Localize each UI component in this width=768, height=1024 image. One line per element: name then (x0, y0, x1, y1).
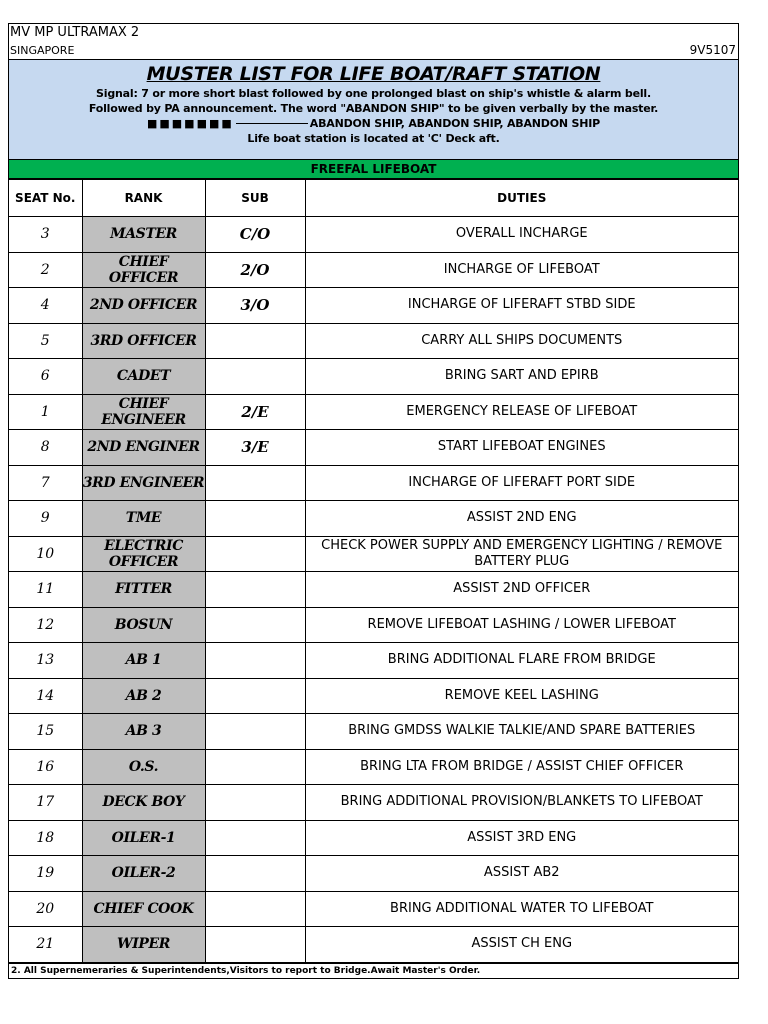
substitute-cell (205, 572, 305, 608)
duty-cell: BRING SART AND EPIRB (305, 359, 738, 395)
substitute-cell (205, 607, 305, 643)
substitute-cell (205, 891, 305, 927)
duty-cell: START LIFEBOAT ENGINES (305, 430, 738, 466)
substitute-cell: 3/E (205, 430, 305, 466)
duty-cell: INCHARGE OF LIFERAFT PORT SIDE (305, 465, 738, 501)
substitute-cell (205, 820, 305, 856)
table-row (9, 572, 738, 608)
rank-cell: CADET (82, 359, 205, 395)
seat-number: 3 (9, 217, 82, 253)
vessel-name-text: MV MP ULTRAMAX 2 (10, 25, 140, 40)
duty-cell: BRING ADDITIONAL PROVISION/BLANKETS TO LIFEBOAT (305, 785, 738, 821)
table-row (9, 856, 738, 892)
rank-cell: OILER-1 (82, 820, 205, 856)
seat-number: 18 (9, 820, 82, 856)
duty-cell: ASSIST 2ND ENG (305, 501, 738, 537)
table-row (9, 643, 738, 679)
rank-cell: WIPER (82, 927, 205, 963)
rank-cell: O.S. (82, 749, 205, 785)
table-body (9, 217, 738, 963)
table-row (9, 217, 738, 253)
duty-cell: ASSIST AB2 (305, 856, 738, 892)
port-line (9, 42, 738, 60)
column-header-duties: DUTIES (305, 180, 738, 217)
substitute-cell (205, 643, 305, 679)
duty-cell: ASSIST 2ND OFFICER (305, 572, 738, 608)
duty-cell: INCHARGE OF LIFEBOAT (305, 252, 738, 288)
table-row (9, 678, 738, 714)
vessel-name (9, 24, 738, 42)
seat-number: 9 (9, 501, 82, 537)
rank-cell: AB 3 (82, 714, 205, 750)
seat-number: 12 (9, 607, 82, 643)
table-row (9, 785, 738, 821)
substitute-cell: C/O (205, 217, 305, 253)
seat-number: 16 (9, 749, 82, 785)
substitute-cell: 2/O (205, 252, 305, 288)
seat-number: 2 (9, 252, 82, 288)
table-row (9, 359, 738, 395)
seat-number: 19 (9, 856, 82, 892)
table-row (9, 465, 738, 501)
seat-number: 5 (9, 323, 82, 359)
duty-cell: OVERALL INCHARGE (305, 217, 738, 253)
substitute-cell (205, 536, 305, 572)
seat-number: 20 (9, 891, 82, 927)
rank-cell: 3RD OFFICER (82, 323, 205, 359)
port-of-registry: SINGAPORE (10, 44, 75, 57)
column-header-rank: RANK (82, 180, 205, 217)
substitute-cell (205, 927, 305, 963)
substitute-cell (205, 501, 305, 537)
rank-cell: MASTER (82, 217, 205, 253)
duty-cell: REMOVE KEEL LASHING (305, 678, 738, 714)
rank-cell: AB 2 (82, 678, 205, 714)
rank-cell: ELECTRIC OFFICER (82, 536, 205, 572)
duty-cell: ASSIST CH ENG (305, 927, 738, 963)
rank-cell: CHIEF COOK (82, 891, 205, 927)
duty-cell: BRING ADDITIONAL FLARE FROM BRIDGE (305, 643, 738, 679)
table-row (9, 501, 738, 537)
duty-cell: CARRY ALL SHIPS DOCUMENTS (305, 323, 738, 359)
table-row (9, 430, 738, 466)
table-row (9, 927, 738, 963)
duty-cell: BRING GMDSS WALKIE TALKIE/AND SPARE BATTERIES (305, 714, 738, 750)
muster-table (9, 179, 738, 963)
duty-cell: BRING ADDITIONAL WATER TO LIFEBOAT (305, 891, 738, 927)
substitute-cell (205, 714, 305, 750)
rank-cell: AB 1 (82, 643, 205, 679)
signal-line: Signal: 7 or more short blast followed by one prolonged blast on ship's whistle & alarm bell. (96, 87, 651, 100)
substitute-cell (205, 359, 305, 395)
substitute-cell (205, 856, 305, 892)
duty-cell: EMERGENCY RELEASE OF LIFEBOAT (305, 394, 738, 430)
announcement-line: Followed by PA announcement. The word "ABANDON SHIP" to be given verbally by the master. (88, 102, 659, 115)
duty-cell: BRING LTA FROM BRIDGE / ASSIST CHIEF OFFICER (305, 749, 738, 785)
table-header-row (9, 180, 738, 217)
seat-number: 6 (9, 359, 82, 395)
rank-cell: CHIEF OFFICER (82, 252, 205, 288)
rank-cell: 2ND ENGINER (82, 430, 205, 466)
substitute-cell: 2/E (205, 394, 305, 430)
table-row (9, 536, 738, 572)
document-title: MUSTER LIST FOR LIFE BOAT/RAFT STATION (146, 63, 601, 85)
section-header: FREEFAL LIFEBOAT (9, 160, 738, 179)
abandon-ship-line (9, 116, 738, 131)
rank-cell: 2ND OFFICER (82, 288, 205, 324)
substitute-cell (205, 465, 305, 501)
column-header-seat: SEAT No. (9, 180, 82, 217)
station-location-line: Life boat station is located at 'C' Deck aft. (247, 132, 500, 145)
column-header-sub: SUB (205, 180, 305, 217)
seat-number: 15 (9, 714, 82, 750)
table-row (9, 749, 738, 785)
seat-number: 13 (9, 643, 82, 679)
rank-cell: 3RD ENGINEER (82, 465, 205, 501)
rank-cell: DECK BOY (82, 785, 205, 821)
muster-list-sheet (8, 23, 739, 979)
seat-number: 8 (9, 430, 82, 466)
rank-cell: BOSUN (82, 607, 205, 643)
rank-cell: OILER-2 (82, 856, 205, 892)
prolonged-blast-dash (236, 123, 308, 124)
table-row (9, 323, 738, 359)
duty-cell: CHECK POWER SUPPLY AND EMERGENCY LIGHTING / REMOVE BATTERY PLUG (305, 536, 738, 572)
short-blast-dots: ■■■■■■■ (147, 117, 234, 130)
rank-cell: FITTER (82, 572, 205, 608)
duty-cell: INCHARGE OF LIFERAFT STBD SIDE (305, 288, 738, 324)
seat-number: 14 (9, 678, 82, 714)
duty-cell: ASSIST 3RD ENG (305, 820, 738, 856)
footer-note: 2. All Supernemeraries & Superintendents,Visitors to report to Bridge.Await Master's Order. (9, 963, 738, 978)
table-row (9, 394, 738, 430)
substitute-cell (205, 678, 305, 714)
seat-number: 1 (9, 394, 82, 430)
duty-cell: REMOVE LIFEBOAT LASHING / LOWER LIFEBOAT (305, 607, 738, 643)
table-row (9, 607, 738, 643)
rank-cell: CHIEF ENGINEER (82, 394, 205, 430)
rank-cell: TME (82, 501, 205, 537)
table-row (9, 714, 738, 750)
signal-banner (9, 60, 738, 160)
substitute-cell (205, 323, 305, 359)
seat-number: 21 (9, 927, 82, 963)
seat-number: 4 (9, 288, 82, 324)
abandon-ship-text: ABANDON SHIP, ABANDON SHIP, ABANDON SHIP (309, 117, 600, 130)
seat-number: 7 (9, 465, 82, 501)
substitute-cell: 3/O (205, 288, 305, 324)
table-row (9, 891, 738, 927)
seat-number: 10 (9, 536, 82, 572)
call-sign: 9V5107 (689, 43, 736, 57)
table-row (9, 288, 738, 324)
seat-number: 11 (9, 572, 82, 608)
table-row (9, 252, 738, 288)
substitute-cell (205, 749, 305, 785)
seat-number: 17 (9, 785, 82, 821)
substitute-cell (205, 785, 305, 821)
table-row (9, 820, 738, 856)
